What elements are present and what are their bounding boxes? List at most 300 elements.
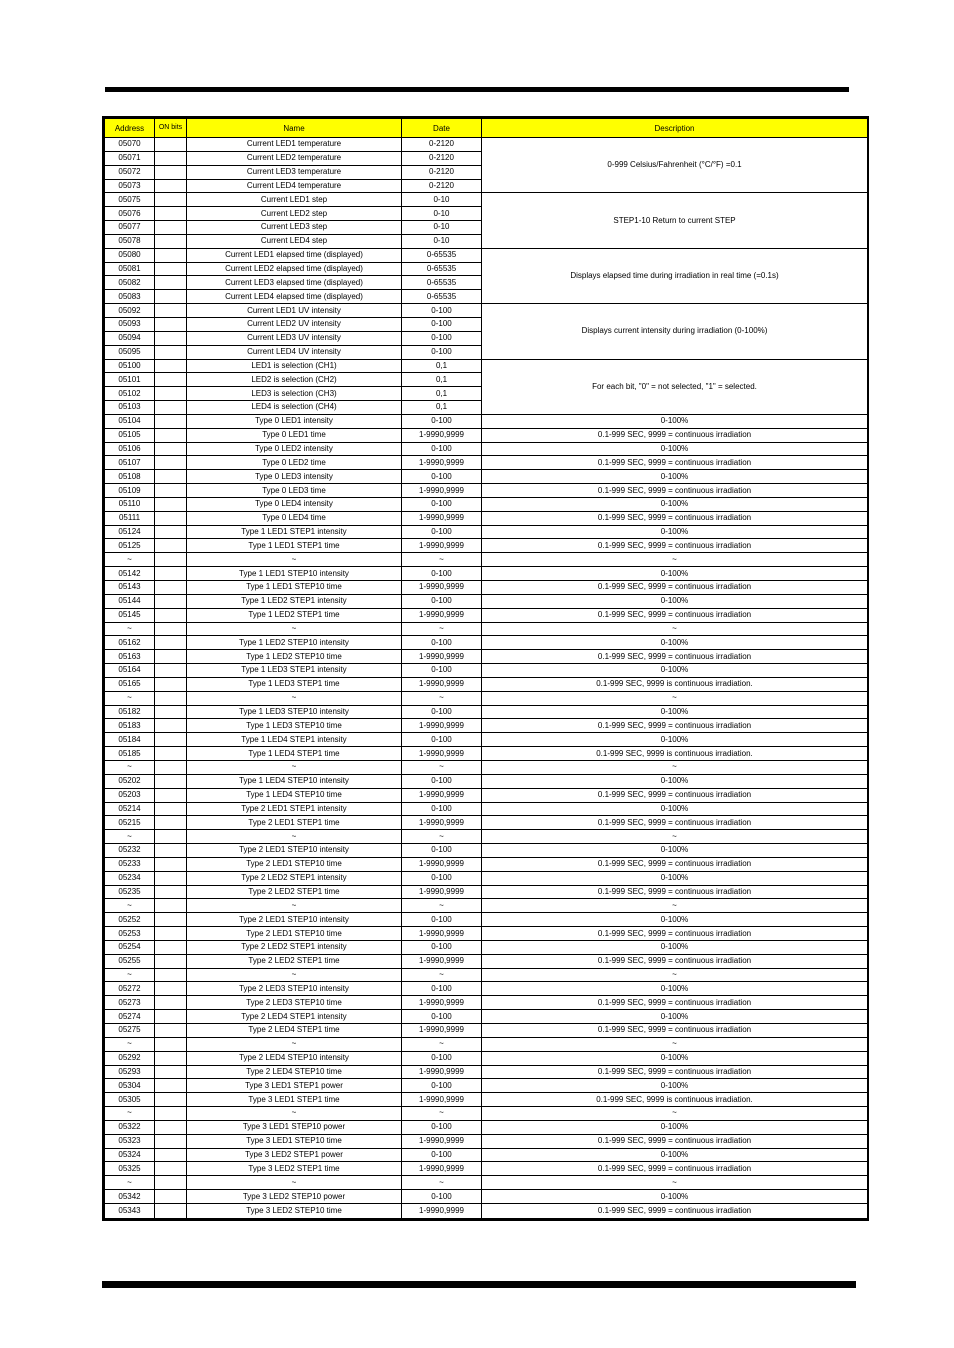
cell-on-bits — [155, 221, 187, 235]
cell-data: 0-100 — [402, 304, 482, 318]
cell-data: ~ — [402, 1176, 482, 1190]
cell-description: 0-100% — [482, 802, 868, 816]
cell-data: 0-2120 — [402, 138, 482, 152]
cell-on-bits — [155, 594, 187, 608]
cell-data: ~ — [402, 830, 482, 844]
cell-on-bits — [155, 733, 187, 747]
cell-address: 05274 — [105, 1010, 155, 1024]
cell-name: Type 2 LED1 STEP10 intensity — [187, 913, 402, 927]
cell-data: 1-9990,9999 — [402, 608, 482, 622]
cell-name: Type 1 LED4 STEP1 time — [187, 747, 402, 761]
cell-description: 0-100% — [482, 1079, 868, 1093]
cell-data: 0,1 — [402, 373, 482, 387]
cell-description: 0.1-999 SEC, 9999 = continuous irradiation — [482, 608, 868, 622]
cell-on-bits — [155, 1065, 187, 1079]
cell-name: ~ — [187, 968, 402, 982]
cell-on-bits — [155, 1134, 187, 1148]
table-row — [105, 996, 868, 1010]
cell-address: 05232 — [105, 844, 155, 858]
cell-address: 05145 — [105, 608, 155, 622]
cell-on-bits — [155, 1162, 187, 1176]
cell-name: Type 1 LED2 STEP1 time — [187, 608, 402, 622]
cell-address: ~ — [105, 691, 155, 705]
table-row — [105, 428, 868, 442]
table-row — [105, 138, 868, 152]
cell-name: Type 1 LED3 STEP1 time — [187, 677, 402, 691]
table-row — [105, 650, 868, 664]
cell-description: 0-100% — [482, 1120, 868, 1134]
bottom-rule — [102, 1281, 856, 1288]
cell-name: Type 1 LED4 STEP10 intensity — [187, 774, 402, 788]
cell-data: 0-100 — [402, 871, 482, 885]
cell-name: Current LED4 elapsed time (displayed) — [187, 290, 402, 304]
cell-data: 0,1 — [402, 387, 482, 401]
cell-name: Type 3 LED1 STEP1 time — [187, 1093, 402, 1107]
table-row — [105, 1107, 868, 1121]
cell-address: 05342 — [105, 1190, 155, 1204]
cell-data: 1-9990,9999 — [402, 1093, 482, 1107]
table-row — [105, 760, 868, 774]
cell-data: 1-9990,9999 — [402, 677, 482, 691]
cell-address: 05203 — [105, 788, 155, 802]
cell-description: 0.1-999 SEC, 9999 = continuous irradiation — [482, 1203, 868, 1218]
cell-on-bits — [155, 442, 187, 456]
cell-description: 0.1-999 SEC, 9999 = continuous irradiation — [482, 581, 868, 595]
table-row — [105, 982, 868, 996]
cell-on-bits — [155, 996, 187, 1010]
cell-name: Type 0 LED2 intensity — [187, 442, 402, 456]
register-table-frame — [102, 116, 869, 1221]
table-row — [105, 1203, 868, 1218]
cell-description: 0-100% — [482, 567, 868, 581]
header-on-bits: ON bits — [155, 119, 187, 138]
cell-address: 05253 — [105, 927, 155, 941]
cell-address: 05304 — [105, 1079, 155, 1093]
cell-data: 0-100 — [402, 802, 482, 816]
cell-description: 0-100% — [482, 470, 868, 484]
cell-address: 05162 — [105, 636, 155, 650]
cell-name: Type 2 LED3 STEP10 time — [187, 996, 402, 1010]
cell-on-bits — [155, 802, 187, 816]
cell-address: 05252 — [105, 913, 155, 927]
cell-name: Type 3 LED1 STEP10 time — [187, 1134, 402, 1148]
table-row — [105, 857, 868, 871]
cell-description: 0-100% — [482, 1051, 868, 1065]
cell-data: 0-2120 — [402, 165, 482, 179]
table-row — [105, 622, 868, 636]
cell-address: 05164 — [105, 664, 155, 678]
table-row — [105, 691, 868, 705]
cell-name: ~ — [187, 553, 402, 567]
cell-on-bits — [155, 401, 187, 415]
cell-description: 0.1-999 SEC, 9999 = continuous irradiation — [482, 539, 868, 553]
table-row — [105, 1024, 868, 1038]
cell-description: ~ — [482, 968, 868, 982]
table-row — [105, 1148, 868, 1162]
cell-description: 0.1-999 SEC, 9999 is continuous irradiation. — [482, 1093, 868, 1107]
table-header-row — [105, 119, 868, 138]
table-row — [105, 788, 868, 802]
cell-data: 0-65535 — [402, 248, 482, 262]
cell-address: 05143 — [105, 581, 155, 595]
table-row — [105, 456, 868, 470]
cell-data: 1-9990,9999 — [402, 1162, 482, 1176]
cell-description: 0.1-999 SEC, 9999 = continuous irradiation — [482, 650, 868, 664]
cell-name: Current LED3 temperature — [187, 165, 402, 179]
cell-name: Type 1 LED4 STEP1 intensity — [187, 733, 402, 747]
cell-data: 0-100 — [402, 1079, 482, 1093]
cell-address: ~ — [105, 760, 155, 774]
cell-name: Type 1 LED1 STEP1 time — [187, 539, 402, 553]
table-row — [105, 844, 868, 858]
cell-data: 0-100 — [402, 844, 482, 858]
cell-name: Type 2 LED1 STEP10 time — [187, 857, 402, 871]
table-row — [105, 733, 868, 747]
cell-address: ~ — [105, 1037, 155, 1051]
table-row — [105, 1037, 868, 1051]
cell-address: 05233 — [105, 857, 155, 871]
cell-data: 1-9990,9999 — [402, 484, 482, 498]
cell-address: 05101 — [105, 373, 155, 387]
cell-data: ~ — [402, 899, 482, 913]
cell-description: 0.1-999 SEC, 9999 = continuous irradiation — [482, 456, 868, 470]
table-row — [105, 968, 868, 982]
table-row — [105, 1079, 868, 1093]
table-row — [105, 871, 868, 885]
cell-name: Type 2 LED3 STEP10 intensity — [187, 982, 402, 996]
cell-address: 05292 — [105, 1051, 155, 1065]
cell-address: 05235 — [105, 885, 155, 899]
cell-on-bits — [155, 857, 187, 871]
cell-data: 1-9990,9999 — [402, 788, 482, 802]
cell-data: 1-9990,9999 — [402, 816, 482, 830]
cell-name: LED2 is selection (CH2) — [187, 373, 402, 387]
header-address: Address — [105, 119, 155, 138]
cell-address: 05076 — [105, 207, 155, 221]
cell-name: ~ — [187, 691, 402, 705]
cell-data: 1-9990,9999 — [402, 456, 482, 470]
cell-description: 0-100% — [482, 982, 868, 996]
cell-name: Current LED4 UV intensity — [187, 345, 402, 359]
cell-data: 0-100 — [402, 1148, 482, 1162]
cell-data: 0-100 — [402, 982, 482, 996]
cell-address: 05105 — [105, 428, 155, 442]
cell-description: 0.1-999 SEC, 9999 = continuous irradiation — [482, 484, 868, 498]
cell-on-bits — [155, 816, 187, 830]
cell-data: ~ — [402, 622, 482, 636]
cell-description: ~ — [482, 691, 868, 705]
cell-on-bits — [155, 525, 187, 539]
cell-on-bits — [155, 373, 187, 387]
cell-data: ~ — [402, 553, 482, 567]
cell-address: 05125 — [105, 539, 155, 553]
cell-name: Type 1 LED3 STEP10 time — [187, 719, 402, 733]
cell-on-bits — [155, 622, 187, 636]
cell-name: Type 0 LED4 intensity — [187, 497, 402, 511]
table-row — [105, 885, 868, 899]
table-row — [105, 193, 868, 207]
cell-address: 05323 — [105, 1134, 155, 1148]
cell-on-bits — [155, 871, 187, 885]
cell-description: 0-100% — [482, 774, 868, 788]
cell-address: 05092 — [105, 304, 155, 318]
cell-name: Type 3 LED2 STEP10 power — [187, 1190, 402, 1204]
cell-address: 05110 — [105, 497, 155, 511]
cell-description: ~ — [482, 1176, 868, 1190]
cell-name: LED3 is selection (CH3) — [187, 387, 402, 401]
cell-address: 05272 — [105, 982, 155, 996]
cell-data: 1-9990,9999 — [402, 428, 482, 442]
cell-on-bits — [155, 677, 187, 691]
cell-name: Current LED3 UV intensity — [187, 331, 402, 345]
top-rule — [105, 87, 849, 92]
table-row — [105, 705, 868, 719]
cell-description: ~ — [482, 1107, 868, 1121]
cell-on-bits — [155, 1079, 187, 1093]
cell-data: 1-9990,9999 — [402, 885, 482, 899]
cell-data: 0-100 — [402, 1051, 482, 1065]
cell-address: 05184 — [105, 733, 155, 747]
cell-data: 1-9990,9999 — [402, 954, 482, 968]
cell-address: 05073 — [105, 179, 155, 193]
cell-description: 0.1-999 SEC, 9999 = continuous irradiation — [482, 1024, 868, 1038]
cell-on-bits — [155, 262, 187, 276]
cell-description: 0-100% — [482, 414, 868, 428]
cell-description: 0.1-999 SEC, 9999 = continuous irradiation — [482, 927, 868, 941]
cell-on-bits — [155, 830, 187, 844]
cell-description: 0-100% — [482, 844, 868, 858]
table-row — [105, 1051, 868, 1065]
cell-address: 05325 — [105, 1162, 155, 1176]
cell-name: Current LED3 elapsed time (displayed) — [187, 276, 402, 290]
cell-name: Current LED1 step — [187, 193, 402, 207]
cell-group-description: STEP1-10 Return to current STEP — [482, 193, 868, 248]
table-row — [105, 567, 868, 581]
table-row — [105, 414, 868, 428]
cell-name: Current LED3 step — [187, 221, 402, 235]
cell-on-bits — [155, 511, 187, 525]
cell-on-bits — [155, 387, 187, 401]
cell-name: ~ — [187, 1037, 402, 1051]
cell-on-bits — [155, 885, 187, 899]
cell-on-bits — [155, 1037, 187, 1051]
cell-address: 05108 — [105, 470, 155, 484]
cell-description: 0.1-999 SEC, 9999 = continuous irradiation — [482, 719, 868, 733]
cell-data: 0-100 — [402, 497, 482, 511]
cell-on-bits — [155, 553, 187, 567]
cell-data: 1-9990,9999 — [402, 650, 482, 664]
cell-on-bits — [155, 913, 187, 927]
cell-on-bits — [155, 1107, 187, 1121]
cell-name: Type 1 LED1 STEP1 intensity — [187, 525, 402, 539]
cell-description: 0-100% — [482, 733, 868, 747]
cell-address: 05183 — [105, 719, 155, 733]
cell-data: 1-9990,9999 — [402, 511, 482, 525]
table-row — [105, 1134, 868, 1148]
cell-on-bits — [155, 844, 187, 858]
table-row — [105, 525, 868, 539]
cell-name: Type 0 LED1 intensity — [187, 414, 402, 428]
table-row — [105, 359, 868, 373]
cell-data: 0-100 — [402, 913, 482, 927]
cell-data: 1-9990,9999 — [402, 539, 482, 553]
cell-description: ~ — [482, 899, 868, 913]
cell-on-bits — [155, 345, 187, 359]
table-row — [105, 484, 868, 498]
cell-address: 05163 — [105, 650, 155, 664]
cell-on-bits — [155, 664, 187, 678]
cell-name: Type 1 LED3 STEP10 intensity — [187, 705, 402, 719]
cell-description: 0.1-999 SEC, 9999 = continuous irradiation — [482, 857, 868, 871]
cell-on-bits — [155, 747, 187, 761]
cell-address: 05102 — [105, 387, 155, 401]
cell-on-bits — [155, 1010, 187, 1024]
cell-data: 0-100 — [402, 470, 482, 484]
cell-address: 05072 — [105, 165, 155, 179]
table-row — [105, 1190, 868, 1204]
cell-on-bits — [155, 428, 187, 442]
cell-name: Type 1 LED2 STEP10 time — [187, 650, 402, 664]
cell-on-bits — [155, 497, 187, 511]
cell-address: 05293 — [105, 1065, 155, 1079]
cell-description: ~ — [482, 760, 868, 774]
cell-on-bits — [155, 207, 187, 221]
cell-address: 05075 — [105, 193, 155, 207]
table-body — [105, 138, 868, 1219]
header-description: Description — [482, 119, 868, 138]
cell-data: 0-100 — [402, 940, 482, 954]
cell-data: 0-100 — [402, 567, 482, 581]
table-row — [105, 1120, 868, 1134]
cell-on-bits — [155, 193, 187, 207]
cell-data: 1-9990,9999 — [402, 581, 482, 595]
cell-on-bits — [155, 359, 187, 373]
cell-name: Type 1 LED3 STEP1 intensity — [187, 664, 402, 678]
cell-data: 1-9990,9999 — [402, 747, 482, 761]
cell-name: Type 1 LED4 STEP10 time — [187, 788, 402, 802]
cell-on-bits — [155, 691, 187, 705]
table-row — [105, 927, 868, 941]
table-row — [105, 511, 868, 525]
cell-data: ~ — [402, 1037, 482, 1051]
cell-name: Current LED2 step — [187, 207, 402, 221]
cell-address: 05142 — [105, 567, 155, 581]
cell-description: 0-100% — [482, 1190, 868, 1204]
cell-on-bits — [155, 304, 187, 318]
cell-on-bits — [155, 760, 187, 774]
cell-data: 0-100 — [402, 774, 482, 788]
cell-address: 05182 — [105, 705, 155, 719]
cell-data: 1-9990,9999 — [402, 1065, 482, 1079]
cell-name: Type 2 LED2 STEP1 intensity — [187, 871, 402, 885]
table-row — [105, 913, 868, 927]
cell-name: Type 2 LED4 STEP1 intensity — [187, 1010, 402, 1024]
cell-address: ~ — [105, 622, 155, 636]
cell-address: 05083 — [105, 290, 155, 304]
table-row — [105, 1065, 868, 1079]
cell-data: 0-100 — [402, 705, 482, 719]
cell-data: 0-100 — [402, 317, 482, 331]
cell-data: 0-10 — [402, 221, 482, 235]
cell-name: Type 2 LED1 STEP10 time — [187, 927, 402, 941]
cell-on-bits — [155, 138, 187, 152]
table-row — [105, 954, 868, 968]
cell-group-description: Displays elapsed time during irradiation in real time (=0.1s) — [482, 248, 868, 303]
cell-address: 05165 — [105, 677, 155, 691]
cell-on-bits — [155, 290, 187, 304]
cell-description: ~ — [482, 830, 868, 844]
cell-address: ~ — [105, 830, 155, 844]
cell-name: Type 0 LED2 time — [187, 456, 402, 470]
cell-on-bits — [155, 608, 187, 622]
cell-data: 0-100 — [402, 442, 482, 456]
cell-on-bits — [155, 1190, 187, 1204]
table-row — [105, 816, 868, 830]
cell-data: ~ — [402, 760, 482, 774]
cell-address: 05082 — [105, 276, 155, 290]
cell-data: 0-100 — [402, 636, 482, 650]
cell-on-bits — [155, 1120, 187, 1134]
cell-name: Type 1 LED2 STEP10 intensity — [187, 636, 402, 650]
cell-on-bits — [155, 165, 187, 179]
cell-on-bits — [155, 1024, 187, 1038]
cell-description: 0.1-999 SEC, 9999 = continuous irradiation — [482, 885, 868, 899]
cell-description: 0.1-999 SEC, 9999 is continuous irradiation. — [482, 747, 868, 761]
cell-name: LED4 is selection (CH4) — [187, 401, 402, 415]
cell-on-bits — [155, 539, 187, 553]
cell-on-bits — [155, 1203, 187, 1218]
table-row — [105, 442, 868, 456]
cell-address: 05078 — [105, 234, 155, 248]
cell-name: Type 3 LED1 STEP10 power — [187, 1120, 402, 1134]
cell-on-bits — [155, 650, 187, 664]
cell-description: 0-100% — [482, 705, 868, 719]
cell-description: 0.1-999 SEC, 9999 is continuous irradiation. — [482, 677, 868, 691]
cell-description: 0-100% — [482, 525, 868, 539]
cell-data: 1-9990,9999 — [402, 857, 482, 871]
cell-address: 05275 — [105, 1024, 155, 1038]
cell-name: Type 2 LED4 STEP1 time — [187, 1024, 402, 1038]
table-row — [105, 248, 868, 262]
cell-description: 0-100% — [482, 594, 868, 608]
cell-address: ~ — [105, 968, 155, 982]
cell-on-bits — [155, 940, 187, 954]
cell-address: 05094 — [105, 331, 155, 345]
cell-address: 05104 — [105, 414, 155, 428]
header-name: Name — [187, 119, 402, 138]
table-row — [105, 719, 868, 733]
cell-name: Current LED1 UV intensity — [187, 304, 402, 318]
cell-name: Type 0 LED1 time — [187, 428, 402, 442]
cell-name: ~ — [187, 760, 402, 774]
cell-description: ~ — [482, 1037, 868, 1051]
cell-address: ~ — [105, 899, 155, 913]
cell-address: ~ — [105, 1176, 155, 1190]
cell-on-bits — [155, 331, 187, 345]
table-row — [105, 1093, 868, 1107]
cell-on-bits — [155, 484, 187, 498]
cell-description: 0.1-999 SEC, 9999 = continuous irradiation — [482, 788, 868, 802]
cell-on-bits — [155, 719, 187, 733]
cell-on-bits — [155, 982, 187, 996]
cell-description: 0-100% — [482, 913, 868, 927]
cell-name: Type 3 LED2 STEP10 time — [187, 1203, 402, 1218]
cell-description: 0.1-999 SEC, 9999 = continuous irradiation — [482, 1065, 868, 1079]
table-row — [105, 940, 868, 954]
cell-on-bits — [155, 179, 187, 193]
cell-data: 0-10 — [402, 234, 482, 248]
cell-address: 05093 — [105, 317, 155, 331]
